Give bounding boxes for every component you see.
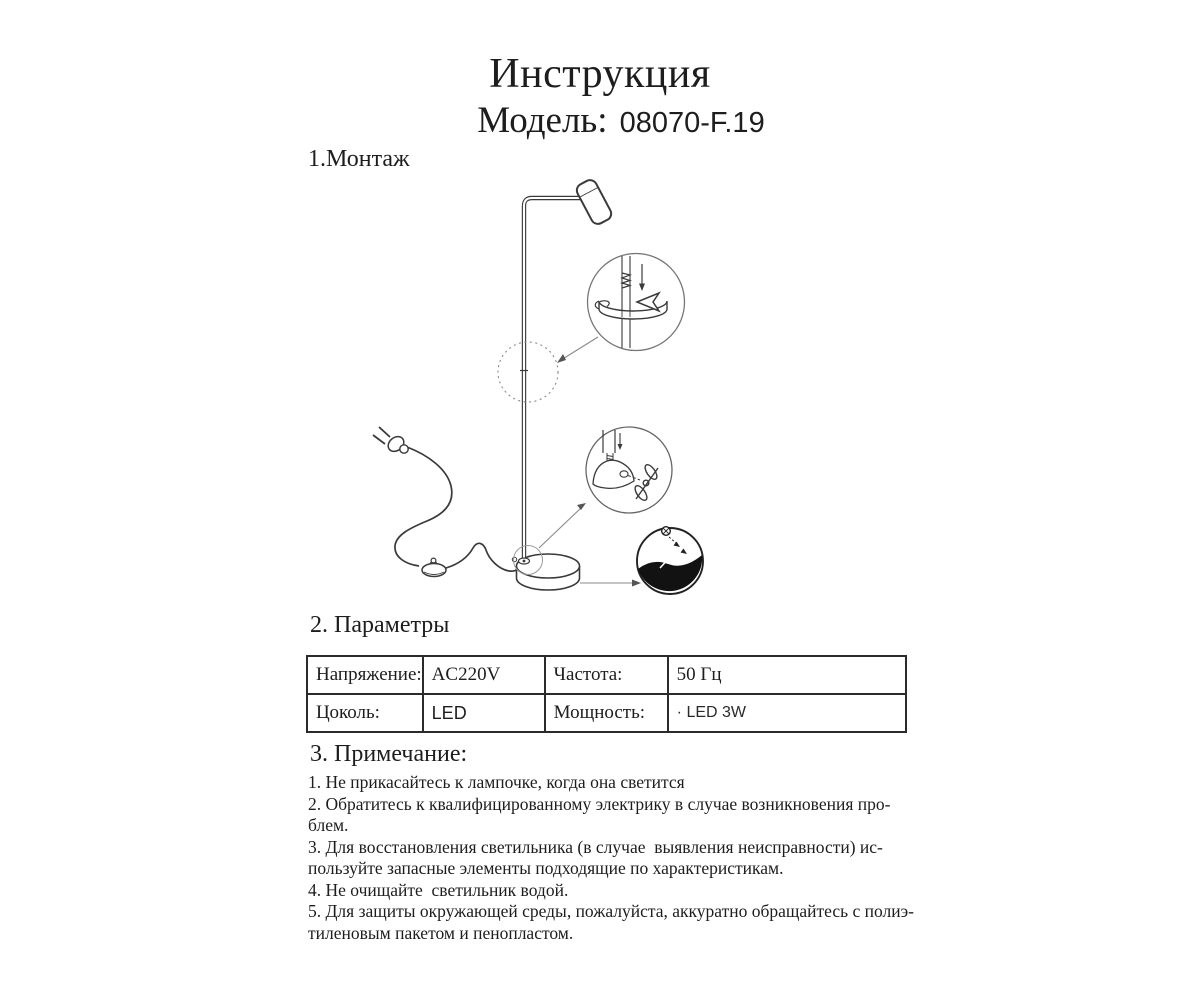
callout-arrow-pole-joint xyxy=(557,337,598,363)
param-label-power: Мощность: xyxy=(545,694,668,732)
section-notes-heading: 3. Примечание: xyxy=(310,741,468,767)
lamp-head xyxy=(574,178,613,227)
pole-joint-highlight-circle xyxy=(498,342,558,402)
pole-base-junction xyxy=(512,557,529,564)
note-line: 2. Обратитесь к квалифицированному электрику в случае возникновения про- xyxy=(308,793,891,814)
param-value-socket: LED xyxy=(423,694,545,732)
notes-list xyxy=(308,772,914,944)
callout-arrow-base-mount xyxy=(539,503,586,548)
section-parameters-heading: 2. Параметры xyxy=(310,612,450,638)
foot-switch xyxy=(422,558,446,576)
screw-hole xyxy=(620,471,628,477)
note-line: 5. Для защиты окружающей среды, пожалуйста, аккуратно обращайтесь с полиэ- xyxy=(308,901,914,921)
page-title: Инструкция xyxy=(489,51,711,97)
base-screw xyxy=(662,527,671,536)
param-value-power: · LED 3W xyxy=(668,694,906,732)
param-label-frequency: Частота: xyxy=(545,656,668,694)
note-line: 1. Не прикасайтесь к лампочке, когда она светится xyxy=(308,772,685,792)
parameters-table xyxy=(306,655,907,733)
note-line: 3. Для восстановления светильника (в случае выявления неисправности) ис- xyxy=(308,836,883,857)
detail-circle-base-underside xyxy=(637,527,703,594)
param-value-frequency: 50 Гц xyxy=(668,656,906,694)
param-label-voltage: Напряжение: xyxy=(307,656,423,694)
section-mounting-heading: 1.Монтаж xyxy=(308,146,410,172)
param-label-socket: Цоколь: xyxy=(307,694,423,732)
note-line: тиленовым пакетом и пенопластом. xyxy=(308,922,574,943)
model-number: 08070-F.19 xyxy=(619,107,765,139)
note-line: блем. xyxy=(308,815,349,835)
note-line: 4. Не очищайте светильник водой. xyxy=(308,879,569,900)
detail-circle-pole-thread xyxy=(588,254,685,351)
power-plug xyxy=(373,427,408,454)
table-row xyxy=(307,694,906,732)
param-value-voltage: AC220V xyxy=(423,656,545,694)
model-label: Модель: xyxy=(477,100,608,141)
detail-circle-base-mount xyxy=(586,427,672,513)
power-cord xyxy=(395,447,523,571)
callout-arrow-base-underside xyxy=(580,580,641,587)
note-line: пользуйте запасные элементы подходящие по характеристикам. xyxy=(308,858,784,878)
table-row xyxy=(307,656,906,694)
